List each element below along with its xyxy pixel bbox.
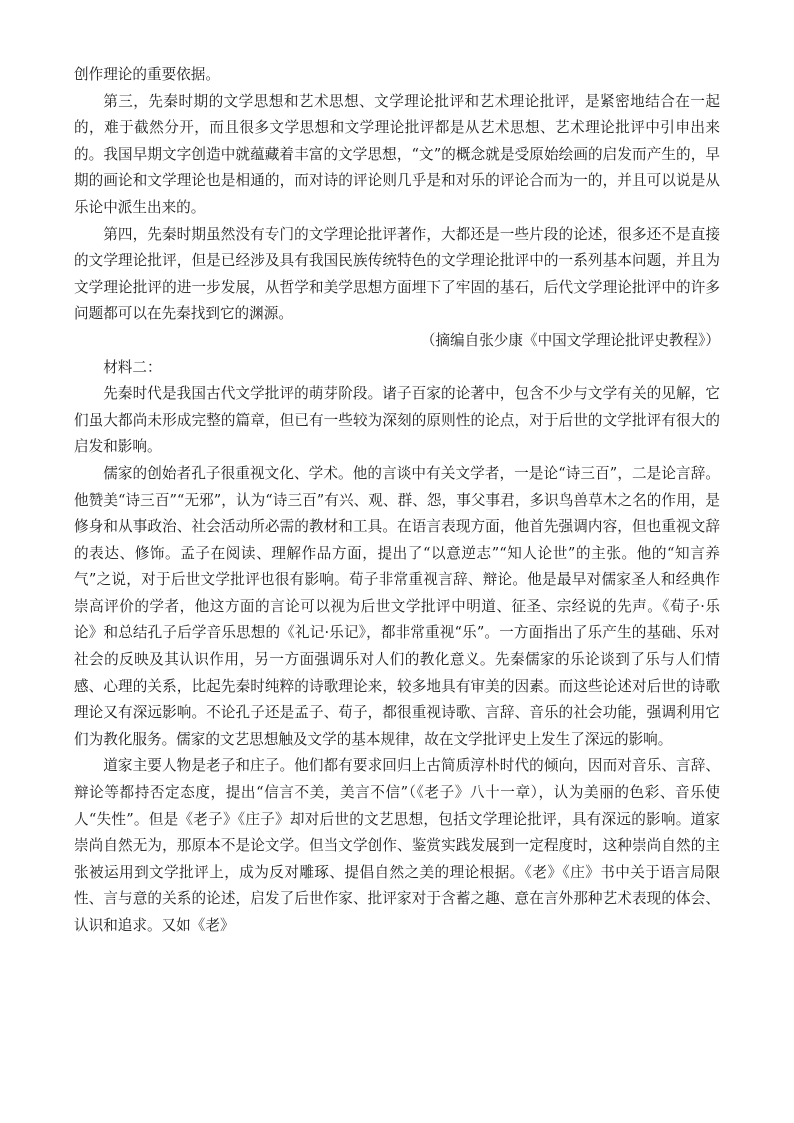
- document-page: [74, 62, 720, 940]
- paragraph-continuation: 创作理论的重要依据。: [74, 66, 220, 83]
- material-two-heading: 材料二：: [103, 358, 162, 376]
- paragraph-taoist: 道家主要人物是老子和庄子。他们都有要求回归上古简质淳朴时代的倾向，因而对音乐、言辞、辩论等都持否定态度，提出“信言不美，美言不信”（《老子》八十一章），认为美丽的色彩、音乐使人“失性”。但是《老子》《庄子》却对后世的文艺思想，包括文学理论批评，具有深远的影响。道家崇尚自然无为，那原本不是论文学。但当文学创作、鉴赏实践发展到一定程度时，这种崇尚自然的主张被运用到文学批评上，成为反对雕琢、提倡自然之美的理论根据。《老》《庄》书中关于语言局限性、言与意的关系的论述，启发了后世作家、批评家对于含蓄之趣、意在言外那种艺术表现的体会、认识和追求。又如《老》: [74, 757, 720, 934]
- paragraph-point-four: 第四，先秦时期虽然没有专门的文学理论批评著作，大都还是一些片段的论述，很多还不是直接的文学理论批评，但是已经涉及具有我国民族传统特色的文学理论批评中的一系列基本问题，并且为文学理论批评的进一步发展，从哲学和美学思想方面埋下了牢固的基石，后代文学理论批评中的许多问题都可以在先秦找到它的渊源。: [74, 225, 720, 323]
- paragraph-confucian: 儒家的创始者孔子很重视文化、学术。他的言谈中有关文学者，一是论“诗三百”，二是论言辞。他赞美“诗三百”“无邪”，认为“诗三百”有兴、观、群、怨，事父事君，多识鸟兽草木之名的作用，是修身和从事政治、社会活动所必需的教材和工具。在语言表现方面，他首先强调内容，但也重视文辞的表达、修饰。孟子在阅读、理解作品方面，提出了“以意逆志”“知人论世”的主张。他的“知言养气”之说，对于后世文学批评也很有影响。荀子非常重视言辞、辩论。他是最早对儒家圣人和经典作崇高评价的学者，他这方面的言论可以视为后世文学批评中明道、征圣、宗经说的先声。《荀子·乐论》和总结孔子后学音乐思想的《礼记·乐记》，都非常重视“乐”。一方面指出了乐产生的基础、乐对社会的反映及其认识作用，另一方面强调乐对人们的教化意义。先秦儒家的乐论谈到了乐与人们情感、心理的关系，比起先秦时纯粹的诗歌理论来，较多地具有审美的因素。而这些论述对后世的诗歌理论又有深远影响。不论孔子还是孟子、荀子，都很重视诗歌、言辞、音乐的社会功能，强调利用它们为教化服务。儒家的文艺思想触及文学的基本规律，故在文学批评史上发生了深远的影响。: [74, 464, 720, 748]
- paragraph-point-three: 第三，先秦时期的文学思想和艺术思想、文学理论批评和艺术理论批评，是紧密地结合在一起的，难于截然分开，而且很多文学思想和文学理论批评都是从艺术思想、艺术理论批评中引申出来的。我国早期文字创造中就蕴藏着丰富的文学思想，“文”的概念就是受原始绘画的启发而产生的，早期的画论和文学理论也是相通的，而对诗的评论则几乎是和对乐的评论合而为一的，并且可以说是从乐论中派生出来的。: [74, 92, 720, 216]
- source-citation: （摘编自张少康《中国文学理论批评史教程》）: [420, 331, 720, 349]
- paragraph-pre-qin-intro: 先秦时代是我国古代文学批评的萌芽阶段。诸子百家的论著中，包含不少与文学有关的见解，它们虽大都尚未形成完整的篇章，但已有一些较为深刻的原则性的论点，对于后世的文学批评有很大的启发和影响。: [74, 385, 720, 456]
